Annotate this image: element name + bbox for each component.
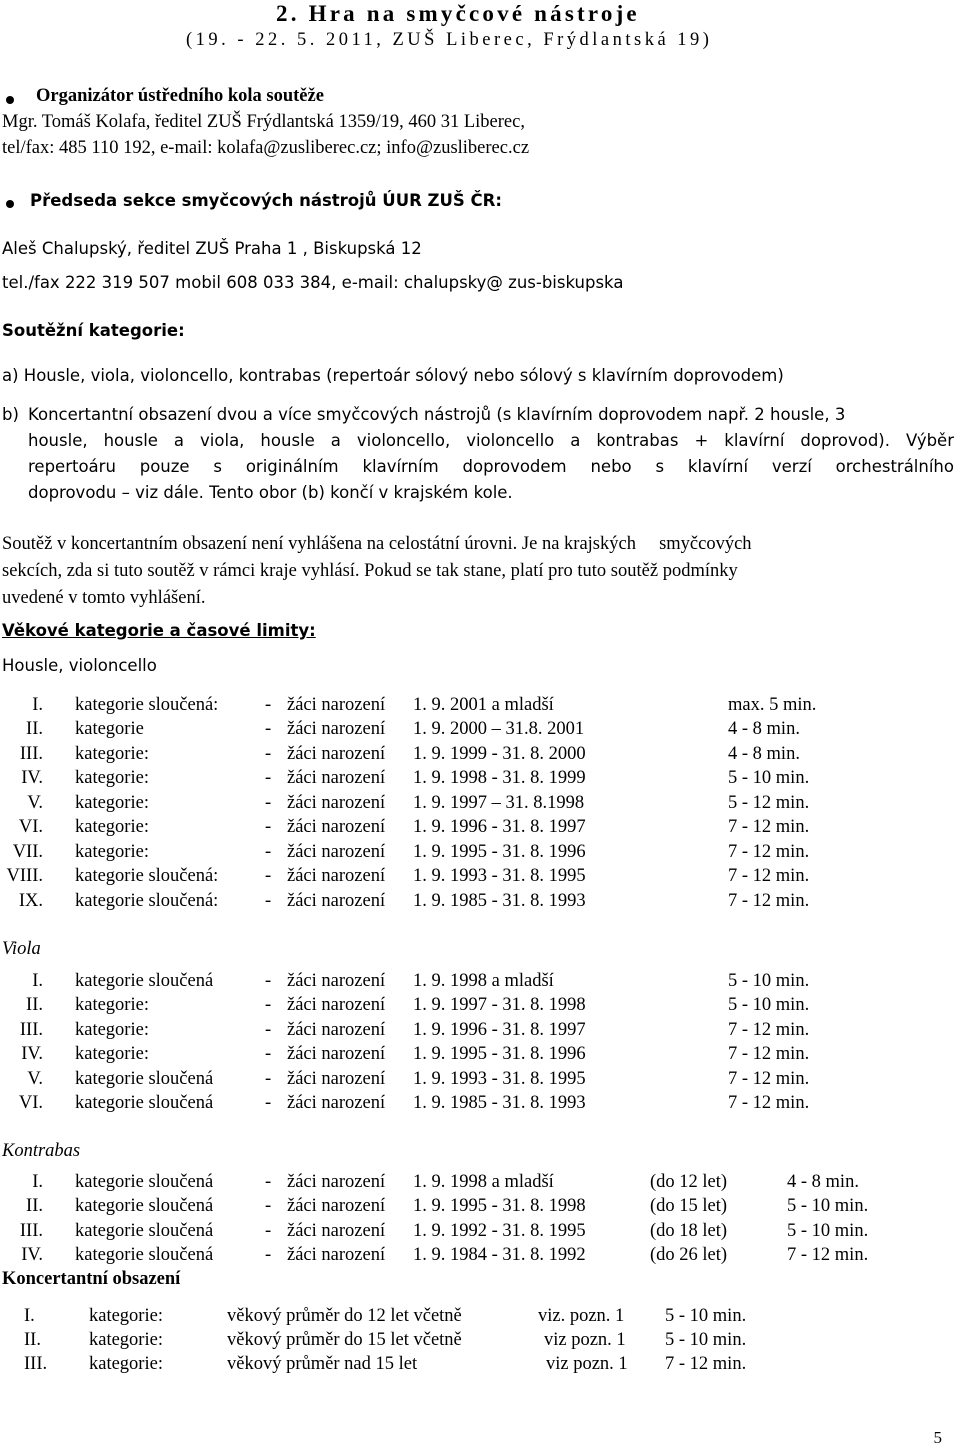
row-date: 1. 9. 1996 - 31. 8. 1997 <box>413 1020 586 1040</box>
row-num: II. <box>24 1330 41 1350</box>
row-date: 1. 9. 1998 a mladší <box>413 1172 554 1192</box>
row-num: III. <box>19 744 43 764</box>
row-num: IX. <box>18 891 43 911</box>
row-dash: - <box>265 1172 272 1192</box>
row-category: kategorie: <box>89 1306 163 1326</box>
row-who: žáci narození <box>287 719 386 739</box>
notice-line-1: Soutěž v koncertantním obsazení není vyhlášena na celostátní úrovni. Je na krajských smyčcových <box>2 534 752 554</box>
category-b-line-1: Koncertantní obsazení dvou a více smyčcových nástrojů (s klavírním doprovodem např. 2 housle, 3 <box>28 405 846 424</box>
row-date: 1. 9. 1995 - 31. 8. 1998 <box>413 1196 586 1216</box>
row-limit: 5 - 10 min. <box>665 1330 747 1350</box>
row-who: žáci narození <box>287 866 386 886</box>
chair-line-2: tel./fax 222 319 507 mobil 608 033 384, e-mail: chalupsky@ zus-biskupska <box>2 273 624 292</box>
row-num: IV. <box>21 1044 43 1064</box>
organizer-heading: Organizátor ústředního kola soutěže <box>36 86 324 106</box>
row-who: žáci narození <box>287 891 386 911</box>
row-limit: 4 - 8 min. <box>728 744 800 764</box>
row-limit: 7 - 12 min. <box>728 817 810 837</box>
row-dash: - <box>265 1245 272 1265</box>
row-date: 1. 9. 1995 - 31. 8. 1996 <box>413 1044 586 1064</box>
row-dash: - <box>265 866 272 886</box>
row-age: (do 26 let) <box>650 1245 728 1265</box>
row-note: viz. pozn. 1 <box>538 1306 625 1326</box>
row-date: 1. 9. 1995 - 31. 8. 1996 <box>413 842 586 862</box>
row-who: žáci narození <box>287 1221 386 1241</box>
row-dash: - <box>265 744 272 764</box>
row-category: kategorie sloučená <box>75 1069 214 1089</box>
row-num: IV. <box>21 1245 43 1265</box>
row-date: 1. 9. 1998 a mladší <box>413 971 554 991</box>
categories-heading: Soutěžní kategorie: <box>2 321 185 340</box>
row-limit: 7 - 12 min. <box>728 1044 810 1064</box>
page-number: 5 <box>933 1428 942 1447</box>
row-num: III. <box>24 1354 48 1374</box>
row-who: žáci narození <box>287 1044 386 1064</box>
double-bass-heading: Kontrabas <box>2 1141 81 1161</box>
row-who: žáci narození <box>287 768 386 788</box>
row-category: kategorie: <box>89 1354 163 1374</box>
row-limit: 7 - 12 min. <box>728 1020 810 1040</box>
row-limit: 7 - 12 min. <box>665 1354 747 1374</box>
row-date: 1. 9. 1998 - 31. 8. 1999 <box>413 768 586 788</box>
row-who: žáci narození <box>287 995 386 1015</box>
row-num: II. <box>26 995 43 1015</box>
row-date: 1. 9. 1993 - 31. 8. 1995 <box>413 1069 586 1089</box>
row-limit: 5 - 10 min. <box>787 1221 869 1241</box>
row-description: věkový průměr do 15 let včetně <box>227 1330 462 1350</box>
row-who: žáci narození <box>287 842 386 862</box>
chair-heading: Předseda sekce smyčcových nástrojů ÚUR ZUŠ ČR: <box>30 191 502 210</box>
row-limit: 5 - 10 min. <box>728 971 810 991</box>
row-category: kategorie: <box>75 1020 149 1040</box>
row-description: věkový průměr do 12 let včetně <box>227 1306 462 1326</box>
row-limit: 7 - 12 min. <box>728 842 810 862</box>
organizer-line-2: tel/fax: 485 110 192, e-mail: kolafa@zusliberec.cz; info@zusliberec.cz <box>2 138 530 158</box>
violin-cello-heading: Housle, violoncello <box>2 656 157 675</box>
row-category: kategorie sloučená <box>75 1093 214 1113</box>
category-b-line-3: repertoáru pouze s originálním klavírním doprovodem nebo s klavírní verzí orchestrálního <box>28 457 954 476</box>
row-date: 1. 9. 1984 - 31. 8. 1992 <box>413 1245 586 1265</box>
row-num: V. <box>27 793 43 813</box>
row-dash: - <box>265 1069 272 1089</box>
category-b-line-2: housle, housle a viola, housle a violoncello, violoncello a kontrabas + klavírní doprovod). Výběr <box>28 431 954 450</box>
row-who: žáci narození <box>287 1172 386 1192</box>
row-date: 1. 9. 1996 - 31. 8. 1997 <box>413 817 586 837</box>
row-dash: - <box>265 695 272 715</box>
row-who: žáci narození <box>287 1245 386 1265</box>
row-dash: - <box>265 1020 272 1040</box>
row-category: kategorie: <box>89 1330 163 1350</box>
row-num: IV. <box>21 768 43 788</box>
notice-line-3: uvedené v tomto vyhlášení. <box>2 588 206 608</box>
row-dash: - <box>265 719 272 739</box>
row-num: V. <box>27 1069 43 1089</box>
row-note: viz pozn. 1 <box>546 1354 628 1374</box>
row-limit: 7 - 12 min. <box>728 891 810 911</box>
row-who: žáci narození <box>287 1093 386 1113</box>
row-category: kategorie sloučená <box>75 971 214 991</box>
row-num: I. <box>32 695 43 715</box>
row-limit: 7 - 12 min. <box>728 1093 810 1113</box>
row-category: kategorie: <box>75 995 149 1015</box>
row-who: žáci narození <box>287 1196 386 1216</box>
row-age: (do 15 let) <box>650 1196 728 1216</box>
category-b-label: b) <box>2 405 19 424</box>
row-dash: - <box>265 1196 272 1216</box>
chair-line-1: Aleš Chalupský, ředitel ZUŠ Praha 1 , Biskupská 12 <box>2 239 422 258</box>
row-category: kategorie: <box>75 842 149 862</box>
viola-heading: Viola <box>2 939 41 959</box>
row-limit: 5 - 10 min. <box>787 1196 869 1216</box>
row-dash: - <box>265 842 272 862</box>
row-who: žáci narození <box>287 817 386 837</box>
row-date: 1. 9. 1993 - 31. 8. 1995 <box>413 866 586 886</box>
row-limit: max. 5 min. <box>728 695 817 715</box>
row-category: kategorie sloučená <box>75 1245 214 1265</box>
row-num: II. <box>26 719 43 739</box>
bullet-icon <box>6 200 14 208</box>
row-who: žáci narození <box>287 1020 386 1040</box>
row-date: 1. 9. 2001 a mladší <box>413 695 554 715</box>
row-num: I. <box>24 1306 35 1326</box>
row-dash: - <box>265 793 272 813</box>
row-num: III. <box>19 1221 43 1241</box>
row-category: kategorie sloučená <box>75 1172 214 1192</box>
row-num: VI. <box>18 1093 43 1113</box>
row-dash: - <box>265 768 272 788</box>
row-dash: - <box>265 995 272 1015</box>
row-num: VIII. <box>6 866 43 886</box>
chamber-heading: Koncertantní obsazení <box>2 1269 181 1289</box>
row-date: 1. 9. 1997 - 31. 8. 1998 <box>413 995 586 1015</box>
row-date: 1. 9. 1985 - 31. 8. 1993 <box>413 1093 586 1113</box>
row-num: VII. <box>12 842 43 862</box>
row-dash: - <box>265 1221 272 1241</box>
row-dash: - <box>265 971 272 991</box>
row-limit: 5 - 10 min. <box>728 768 810 788</box>
row-limit: 4 - 8 min. <box>787 1172 859 1192</box>
row-dash: - <box>265 891 272 911</box>
row-dash: - <box>265 1044 272 1064</box>
row-description: věkový průměr nad 15 let <box>227 1354 418 1374</box>
row-num: I. <box>32 971 43 991</box>
row-category: kategorie: <box>75 817 149 837</box>
row-num: III. <box>19 1020 43 1040</box>
row-who: žáci narození <box>287 1069 386 1089</box>
row-category: kategorie sloučená: <box>75 891 219 911</box>
row-category: kategorie: <box>75 793 149 813</box>
category-b-line-4: doprovodu – viz dále. Tento obor (b) končí v krajském kole. <box>28 483 513 502</box>
row-limit: 7 - 12 min. <box>787 1245 869 1265</box>
row-limit: 5 - 10 min. <box>665 1306 747 1326</box>
row-limit: 5 - 12 min. <box>728 793 810 813</box>
row-date: 1. 9. 1985 - 31. 8. 1993 <box>413 891 586 911</box>
row-category: kategorie sloučená: <box>75 695 219 715</box>
row-age: (do 18 let) <box>650 1221 728 1241</box>
row-category: kategorie sloučená: <box>75 866 219 886</box>
row-who: žáci narození <box>287 695 386 715</box>
notice-line-2: sekcích, zda si tuto soutěž v rámci kraje vyhlásí. Pokud se tak stane, platí pro tuto soutěž podmínky <box>2 561 738 581</box>
row-date: 1. 9. 2000 – 31.8. 2001 <box>413 719 585 739</box>
category-a: a) Housle, viola, violoncello, kontrabas (repertoár sólový nebo sólový s klavírním doprovodem) <box>2 366 784 385</box>
bullet-icon <box>6 96 14 104</box>
row-date: 1. 9. 1992 - 31. 8. 1995 <box>413 1221 586 1241</box>
page-title: 2. Hra na smyčcové nástroje <box>276 1 640 26</box>
organizer-line-1: Mgr. Tomáš Kolafa, ředitel ZUŠ Frýdlantská 1359/19, 460 31 Liberec, <box>2 112 525 132</box>
row-who: žáci narození <box>287 744 386 764</box>
row-category: kategorie: <box>75 1044 149 1064</box>
row-limit: 7 - 12 min. <box>728 866 810 886</box>
row-who: žáci narození <box>287 793 386 813</box>
row-num: II. <box>26 1196 43 1216</box>
page-subtitle: (19. - 22. 5. 2011, ZUŠ Liberec, Frýdlantská 19) <box>186 30 713 50</box>
row-num: I. <box>32 1172 43 1192</box>
row-category: kategorie sloučená <box>75 1221 214 1241</box>
row-category: kategorie: <box>75 768 149 788</box>
row-num: VI. <box>18 817 43 837</box>
row-limit: 5 - 10 min. <box>728 995 810 1015</box>
row-limit: 4 - 8 min. <box>728 719 800 739</box>
age-heading: Věkové kategorie a časové limity: <box>2 621 316 640</box>
row-category: kategorie: <box>75 744 149 764</box>
row-note: viz pozn. 1 <box>544 1330 626 1350</box>
row-limit: 7 - 12 min. <box>728 1069 810 1089</box>
row-age: (do 12 let) <box>650 1172 728 1192</box>
row-category: kategorie sloučená <box>75 1196 214 1216</box>
row-who: žáci narození <box>287 971 386 991</box>
row-dash: - <box>265 1093 272 1113</box>
row-date: 1. 9. 1997 – 31. 8.1998 <box>413 793 585 813</box>
row-date: 1. 9. 1999 - 31. 8. 2000 <box>413 744 586 764</box>
row-dash: - <box>265 817 272 837</box>
row-category: kategorie <box>75 719 144 739</box>
